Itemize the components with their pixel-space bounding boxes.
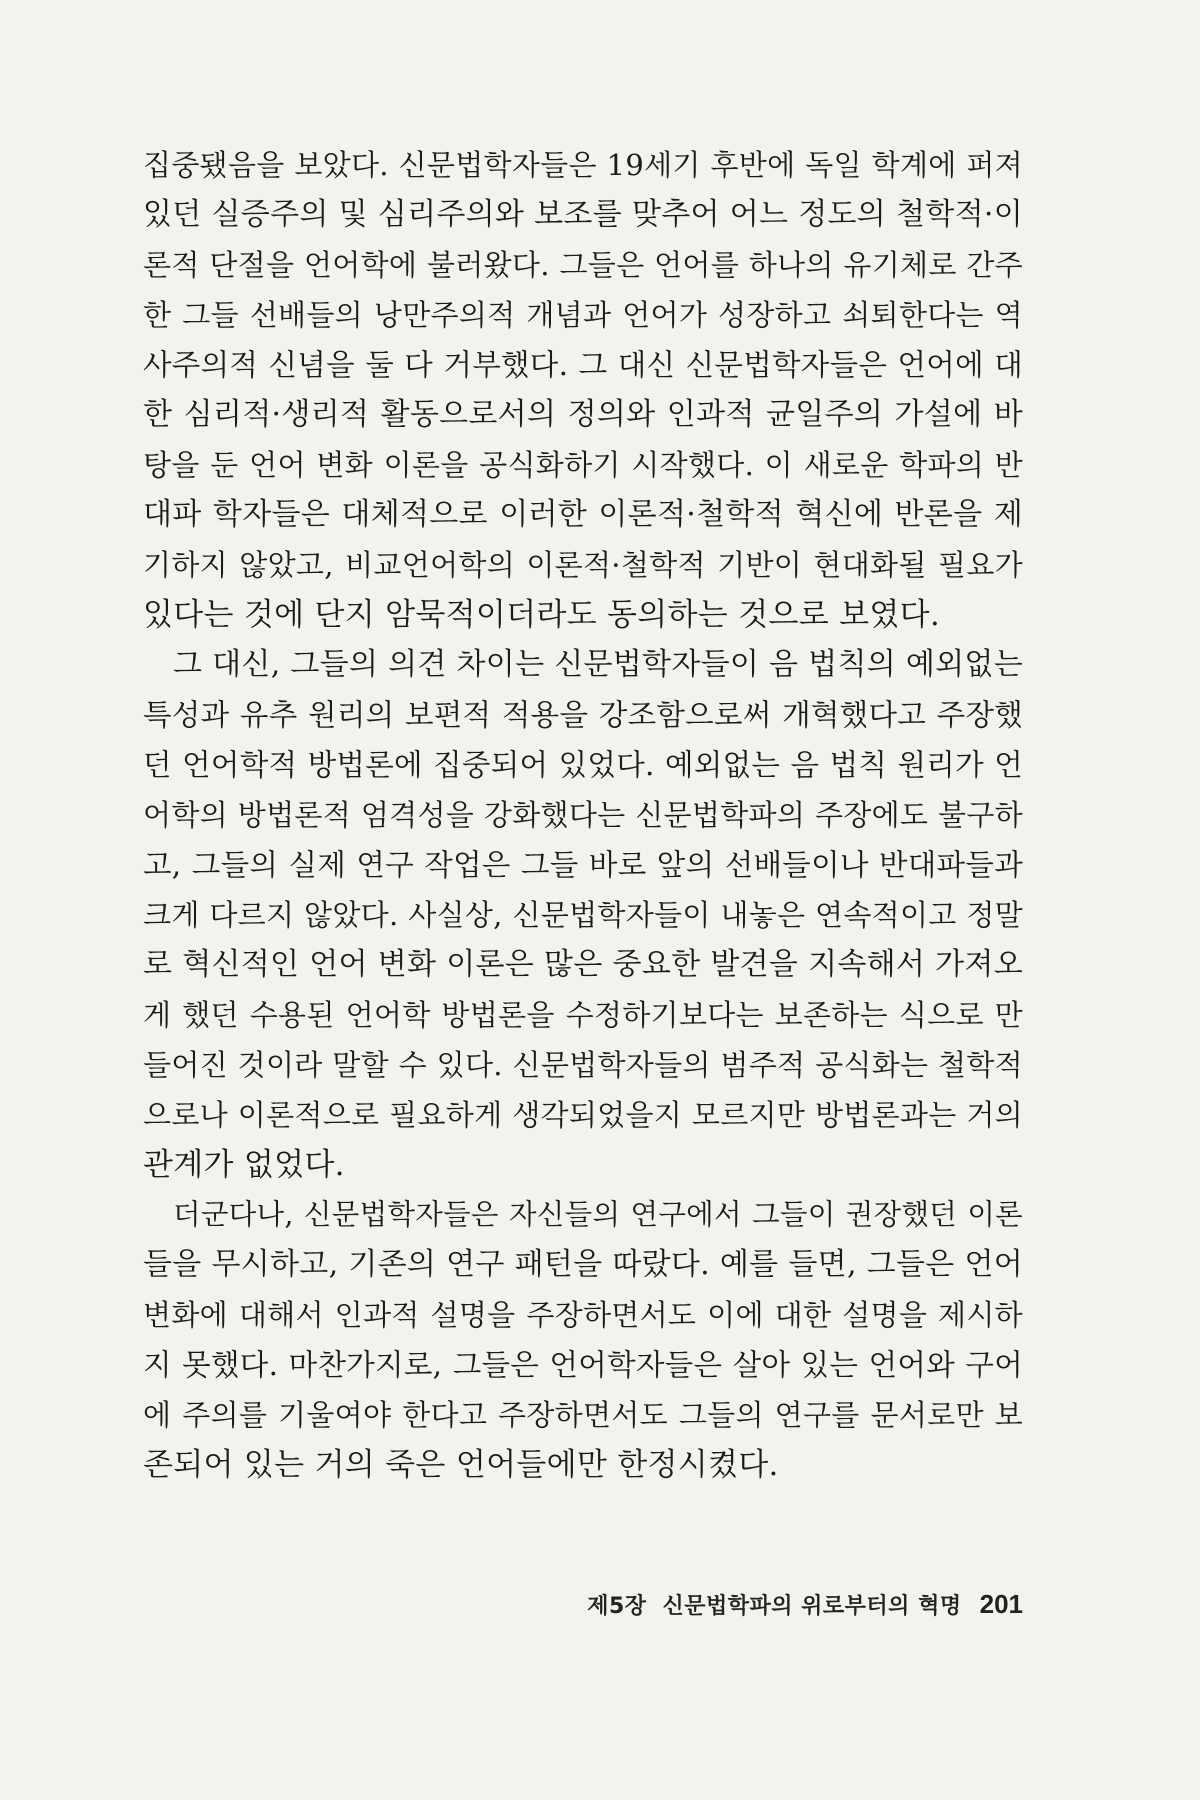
page-number: 201 — [979, 1588, 1023, 1619]
text-line: 기하지 않았고, 비교언어학의 이론적·철학적 기반이 현대화될 필요가 — [143, 548, 1023, 582]
text-line: 사주의적 신념을 둘 다 거부했다. 그 대신 신문법학자들은 언어에 대 — [143, 348, 1023, 382]
text-line: 있던 실증주의 및 심리주의와 보조를 맞추어 어느 정도의 철학적·이 — [143, 197, 1023, 232]
page-footer — [575, 1584, 1023, 1624]
text-line: 지 못했다. 마찬가지로, 그들은 언어학자들은 살아 있는 언어와 구어 — [143, 1348, 1023, 1382]
text-line: 으로나 이론적으로 필요하게 생각되었을지 모르지만 방법론과는 거의 — [143, 1098, 1023, 1132]
text-line: 대파 학자들은 대체적으로 이러한 이론적·철학적 혁신에 반론을 제 — [143, 497, 1023, 532]
text-line: 에 주의를 기울여야 한다고 주장하면서도 그들의 연구를 문서로만 보 — [143, 1398, 1023, 1432]
text-line: 한 심리적·생리적 활동으로서의 정의와 인과적 균일주의 가설에 바 — [143, 397, 1023, 432]
text-line: 던 언어학적 방법론에 집중되어 있었다. 예외없는 음 법칙 원리가 언 — [143, 748, 1023, 782]
text-line: 특성과 유추 원리의 보편적 적용을 강조함으로써 개혁했다고 주장했 — [143, 698, 1023, 732]
text-line: 로 혁신적인 언어 변화 이론은 많은 중요한 발견을 지속해서 가져오 — [143, 947, 1023, 982]
body-text — [143, 140, 1023, 1490]
text-line: 그 대신, 그들의 의견 차이는 신문법학자들이 음 법칙의 예외없는 — [173, 647, 1023, 682]
text-line: 게 했던 수용된 언어학 방법론을 수정하기보다는 보존하는 식으로 만 — [143, 998, 1023, 1032]
chapter-title: 신문법학파의 위로부터의 혁명 — [662, 1593, 962, 1619]
text-line: 존되어 있는 거의 죽은 언어들에만 한정시켰다. — [143, 1447, 779, 1483]
text-line: 어학의 방법론적 엄격성을 강화했다는 신문법학파의 주장에도 불구하 — [143, 798, 1023, 832]
text-line: 있다는 것에 단지 암묵적이더라도 동의하는 것으로 보였다. — [143, 597, 940, 633]
text-line: 론적 단절을 언어학에 불러왔다. 그들은 언어를 하나의 유기체로 간주 — [143, 248, 1023, 282]
text-line: 들어진 것이라 말할 수 있다. 신문법학자들의 범주적 공식화는 철학적 — [143, 1048, 1023, 1082]
chapter-label: 제5장 — [587, 1593, 647, 1619]
text-line: 크게 다르지 않았다. 사실상, 신문법학자들이 내놓은 연속적이고 정말 — [143, 898, 1023, 932]
text-line: 관계가 없었다. — [143, 1147, 345, 1183]
text-line: 탕을 둔 언어 변화 이론을 공식화하기 시작했다. 이 새로운 학파의 반 — [143, 448, 1023, 482]
text-line: 변화에 대해서 인과적 설명을 주장하면서도 이에 대한 설명을 제시하 — [143, 1298, 1023, 1332]
text-line: 더군다나, 신문법학자들은 자신들의 연구에서 그들이 권장했던 이론 — [173, 1198, 1023, 1231]
text-line: 한 그들 선배들의 낭만주의적 개념과 언어가 성장하고 쇠퇴한다는 역 — [143, 298, 1023, 332]
text-line: 고, 그들의 실제 연구 작업은 그들 바로 앞의 선배들이나 반대파들과 — [143, 848, 1023, 882]
text-line: 집중됐음을 보았다. 신문법학자들은 19세기 후반에 독일 학계에 퍼져 — [143, 148, 1023, 182]
text-line: 들을 무시하고, 기존의 연구 패턴을 따랐다. 예를 들면, 그들은 언어 — [143, 1247, 1023, 1282]
